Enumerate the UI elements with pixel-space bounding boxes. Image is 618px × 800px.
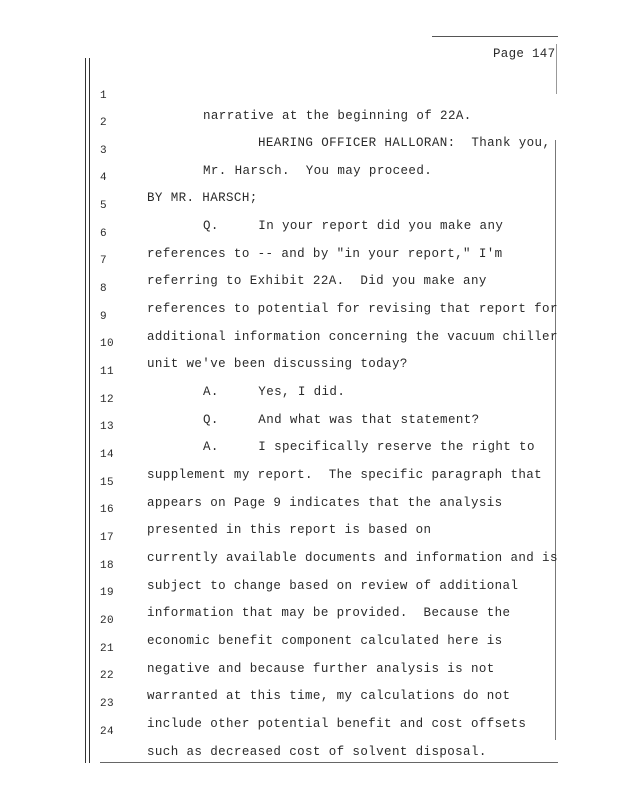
- line-number: 20: [100, 615, 115, 627]
- line-text: Q. In your report did you make any: [203, 219, 504, 233]
- line-text: A. Yes, I did.: [203, 385, 346, 399]
- line-number: 24: [100, 726, 115, 738]
- line-text: presented in this report is based on: [147, 523, 432, 537]
- line-number: 14: [100, 449, 115, 461]
- line-text: warranted at this time, my calculations do not: [147, 689, 511, 703]
- line-text: references to potential for revising that report for: [147, 302, 558, 316]
- line-text: subject to change based on review of additional: [147, 579, 519, 593]
- line-text: economic benefit component calculated here is: [147, 634, 503, 648]
- line-number: 16: [100, 504, 115, 516]
- line-text: A. I specifically reserve the right to: [203, 440, 535, 454]
- line-text: Mr. Harsch. You may proceed.: [203, 164, 433, 178]
- line-number: 6: [100, 228, 108, 240]
- line-text: HEARING OFFICER HALLORAN: Thank you,: [258, 136, 551, 150]
- line-number: 2: [100, 117, 108, 129]
- line-text: currently available documents and information and is: [147, 551, 558, 565]
- line-number: 15: [100, 477, 115, 489]
- line-text: appears on Page 9 indicates that the analysis: [147, 496, 503, 510]
- transcript-line: [0, 66, 618, 123]
- line-text: information that may be provided. Because the: [147, 606, 511, 620]
- footer-rule: [100, 762, 558, 763]
- line-number: 22: [100, 670, 115, 682]
- line-number: 11: [100, 366, 115, 378]
- header-rule: [432, 36, 558, 37]
- line-number: 19: [100, 587, 115, 599]
- line-number: 21: [100, 643, 115, 655]
- line-number: 18: [100, 560, 115, 572]
- line-text: such as decreased cost of solvent disposal.: [147, 745, 487, 759]
- line-number: 13: [100, 421, 115, 433]
- line-text: additional information concerning the vacuum chiller: [147, 330, 558, 344]
- line-text: negative and because further analysis is not: [147, 662, 495, 676]
- line-number: 3: [100, 145, 108, 157]
- line-number: 12: [100, 394, 115, 406]
- line-text: narrative at the beginning of 22A.: [203, 109, 472, 123]
- line-text: references to -- and by "in your report," I'm: [147, 247, 503, 261]
- line-text: referring to Exhibit 22A. Did you make any: [147, 274, 487, 288]
- line-number: 9: [100, 311, 108, 323]
- line-number: 17: [100, 532, 115, 544]
- line-text: Q. And what was that statement?: [203, 413, 480, 427]
- line-number: 5: [100, 200, 108, 212]
- line-number: 1: [100, 90, 108, 102]
- line-number: 4: [100, 172, 108, 184]
- line-number: 23: [100, 698, 115, 710]
- line-text: include other potential benefit and cost offsets: [147, 717, 527, 731]
- line-number: 8: [100, 283, 108, 295]
- line-text: supplement my report. The specific paragraph that: [147, 468, 543, 482]
- line-number: 7: [100, 255, 108, 267]
- line-number: 10: [100, 338, 115, 350]
- line-text: BY MR. HARSCH;: [147, 191, 258, 205]
- page-number: Page 147: [493, 47, 556, 61]
- line-text: unit we've been discussing today?: [147, 357, 408, 371]
